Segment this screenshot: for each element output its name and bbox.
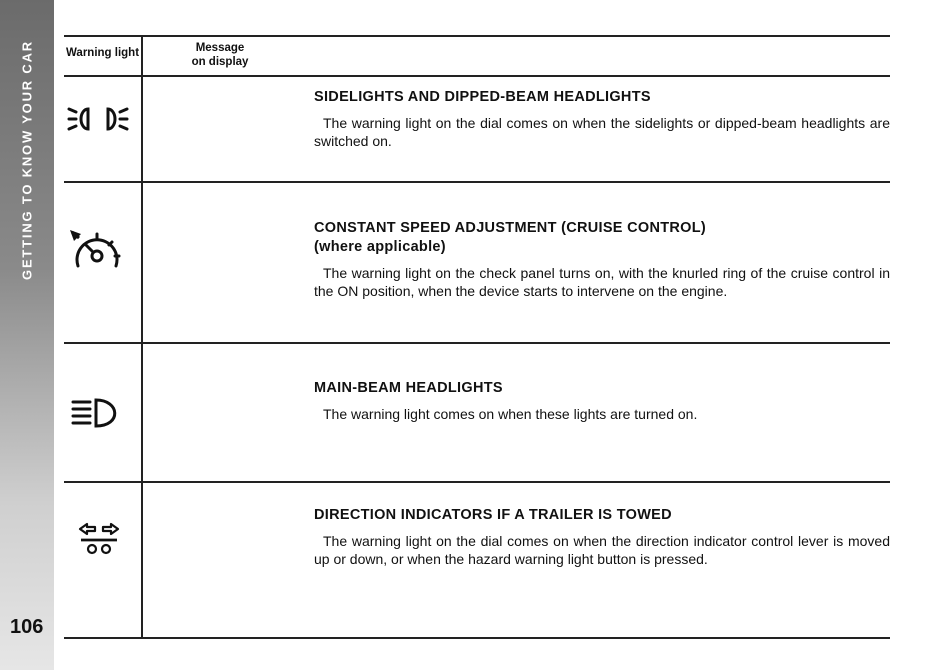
entry-title-line2: (where applicable) <box>314 239 446 255</box>
entry-sidelights <box>314 88 890 150</box>
trailer-indicators-icon <box>78 522 120 556</box>
column-divider <box>141 36 143 638</box>
entry-trailer-indicators <box>314 506 890 568</box>
header-message-line1: Message <box>195 42 245 54</box>
header-warning-light: Warning light <box>66 47 140 59</box>
sidelights-icon <box>66 103 130 135</box>
side-tab <box>0 0 54 670</box>
header-rule <box>64 75 890 77</box>
entry-body: The warning light on the check panel turns on, with the knurled ring of the cruise control in the ON position, when the device starts to intervene on the engine. <box>314 265 890 299</box>
row-divider <box>64 481 890 483</box>
entry-title: MAIN-BEAM HEADLIGHTS <box>314 380 503 396</box>
entry-title: DIRECTION INDICATORS IF A TRAILER IS TOWED <box>314 507 672 523</box>
header-message-line2: on display <box>191 56 249 68</box>
cruise-control-icon <box>68 226 126 276</box>
page-number: 106 <box>10 616 44 638</box>
entry-main-beam <box>314 379 890 423</box>
table-top-rule <box>64 35 890 37</box>
section-title: GETTING TO KNOW YOUR CAR <box>19 40 35 280</box>
entry-title <box>314 219 890 257</box>
table-bottom-rule <box>64 637 890 639</box>
main-beam-icon <box>70 396 126 430</box>
entry-body: The warning light on the dial comes on when the sidelights or dipped-beam headlights are switched on. <box>314 115 890 149</box>
entry-title: SIDELIGHTS AND DIPPED-BEAM HEADLIGHTS <box>314 89 651 105</box>
entry-body: The warning light on the dial comes on when the direction indicator control lever is moved up or down, or when the hazard warning light button is pressed. <box>314 533 890 567</box>
row-divider <box>64 181 890 183</box>
row-divider <box>64 342 890 344</box>
entry-body: The warning light comes on when these lights are turned on. <box>323 406 698 422</box>
entry-title-line1: CONSTANT SPEED ADJUSTMENT (CRUISE CONTROL) <box>314 220 707 236</box>
entry-cruise-control <box>314 219 890 300</box>
header-message <box>178 41 262 69</box>
